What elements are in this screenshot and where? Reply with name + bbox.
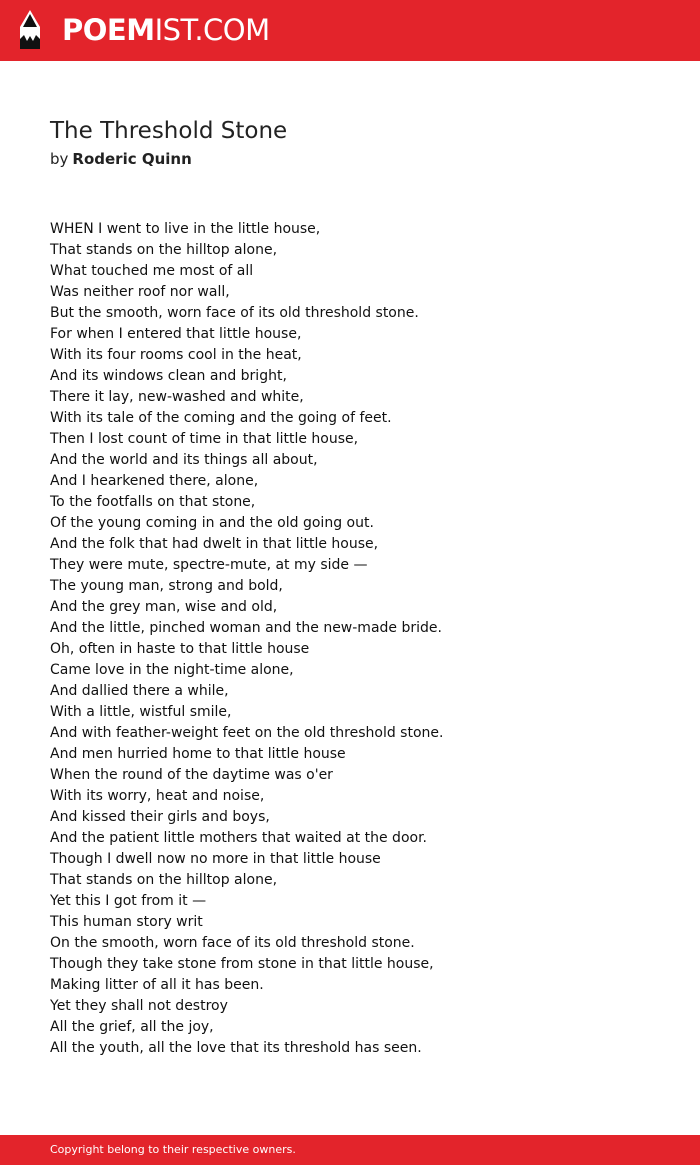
poem-line: And kissed their girls and boys, (50, 809, 270, 825)
poem-line: And I hearkened there, alone, (50, 473, 259, 489)
logo-text-light: IST.COM (154, 13, 270, 47)
poem-line: Though they take stone from stone in that little house, (50, 956, 434, 972)
poem-line: And the folk that had dwelt in that little house, (50, 536, 379, 552)
poem-line: Then I lost count of time in that little house, (50, 431, 359, 447)
poem-line: All the grief, all the joy, (50, 1019, 214, 1035)
pen-nib-icon[interactable] (17, 9, 43, 51)
poem-line: Oh, often in haste to that little house (50, 641, 310, 657)
poem-line: When the round of the daytime was o'er (50, 767, 333, 783)
poem-line: Though I dwell now no more in that little house (50, 851, 381, 867)
poem-line: All the youth, all the love that its threshold has seen. (50, 1040, 422, 1056)
poem-line: Yet this I got from it — (50, 893, 207, 909)
logo-text-bold: POEM (62, 13, 155, 47)
poem-line: With a little, wistful smile, (50, 704, 232, 720)
site-footer (0, 1135, 700, 1165)
by-label: by (50, 150, 69, 168)
poem-line: There it lay, new-washed and white, (50, 389, 304, 405)
poem-line: Came love in the night-time alone, (50, 662, 294, 678)
poem-line: With its four rooms cool in the heat, (50, 347, 302, 363)
poem-line: And the world and its things all about, (50, 452, 318, 468)
poem-line: And with feather-weight feet on the old threshold stone. (50, 725, 444, 741)
poem-line: On the smooth, worn face of its old threshold stone. (50, 935, 415, 951)
site-logo[interactable] (62, 13, 270, 47)
poem-line: Yet they shall not destroy (50, 998, 228, 1014)
poem-line: And its windows clean and bright, (50, 368, 287, 384)
poem-line: And men hurried home to that little house (50, 746, 346, 762)
site-header (0, 0, 700, 61)
poem-line: That stands on the hilltop alone, (50, 242, 278, 258)
poem-line: But the smooth, worn face of its old threshold stone. (50, 305, 419, 321)
poem-line: For when I entered that little house, (50, 326, 302, 342)
author-name: Roderic Quinn (72, 150, 192, 168)
poem-line: This human story writ (50, 914, 203, 930)
poem-title: The Threshold Stone (50, 118, 288, 144)
poem-body (50, 219, 670, 1059)
poem-line: And the grey man, wise and old, (50, 599, 278, 615)
poem-line: Of the young coming in and the old going out. (50, 515, 374, 531)
poem-line: WHEN I went to live in the little house, (50, 221, 321, 237)
poem-line: With its worry, heat and noise, (50, 788, 265, 804)
poem-line: And dallied there a while, (50, 683, 229, 699)
poem-line: And the patient little mothers that waited at the door. (50, 830, 427, 846)
poem-line: With its tale of the coming and the going of feet. (50, 410, 392, 426)
poem-line: That stands on the hilltop alone, (50, 872, 278, 888)
poem-line: To the footfalls on that stone, (50, 494, 256, 510)
copyright-text: Copyright belong to their respective owners. (50, 1143, 296, 1156)
poem-line: And the little, pinched woman and the new-made bride. (50, 620, 442, 636)
poem-line: They were mute, spectre-mute, at my side — (50, 557, 368, 573)
poem-line: What touched me most of all (50, 263, 254, 279)
poem-line: Making litter of all it has been. (50, 977, 264, 993)
poem-line: Was neither roof nor wall, (50, 284, 230, 300)
byline (50, 149, 192, 169)
poem-line: The young man, strong and bold, (50, 578, 283, 594)
